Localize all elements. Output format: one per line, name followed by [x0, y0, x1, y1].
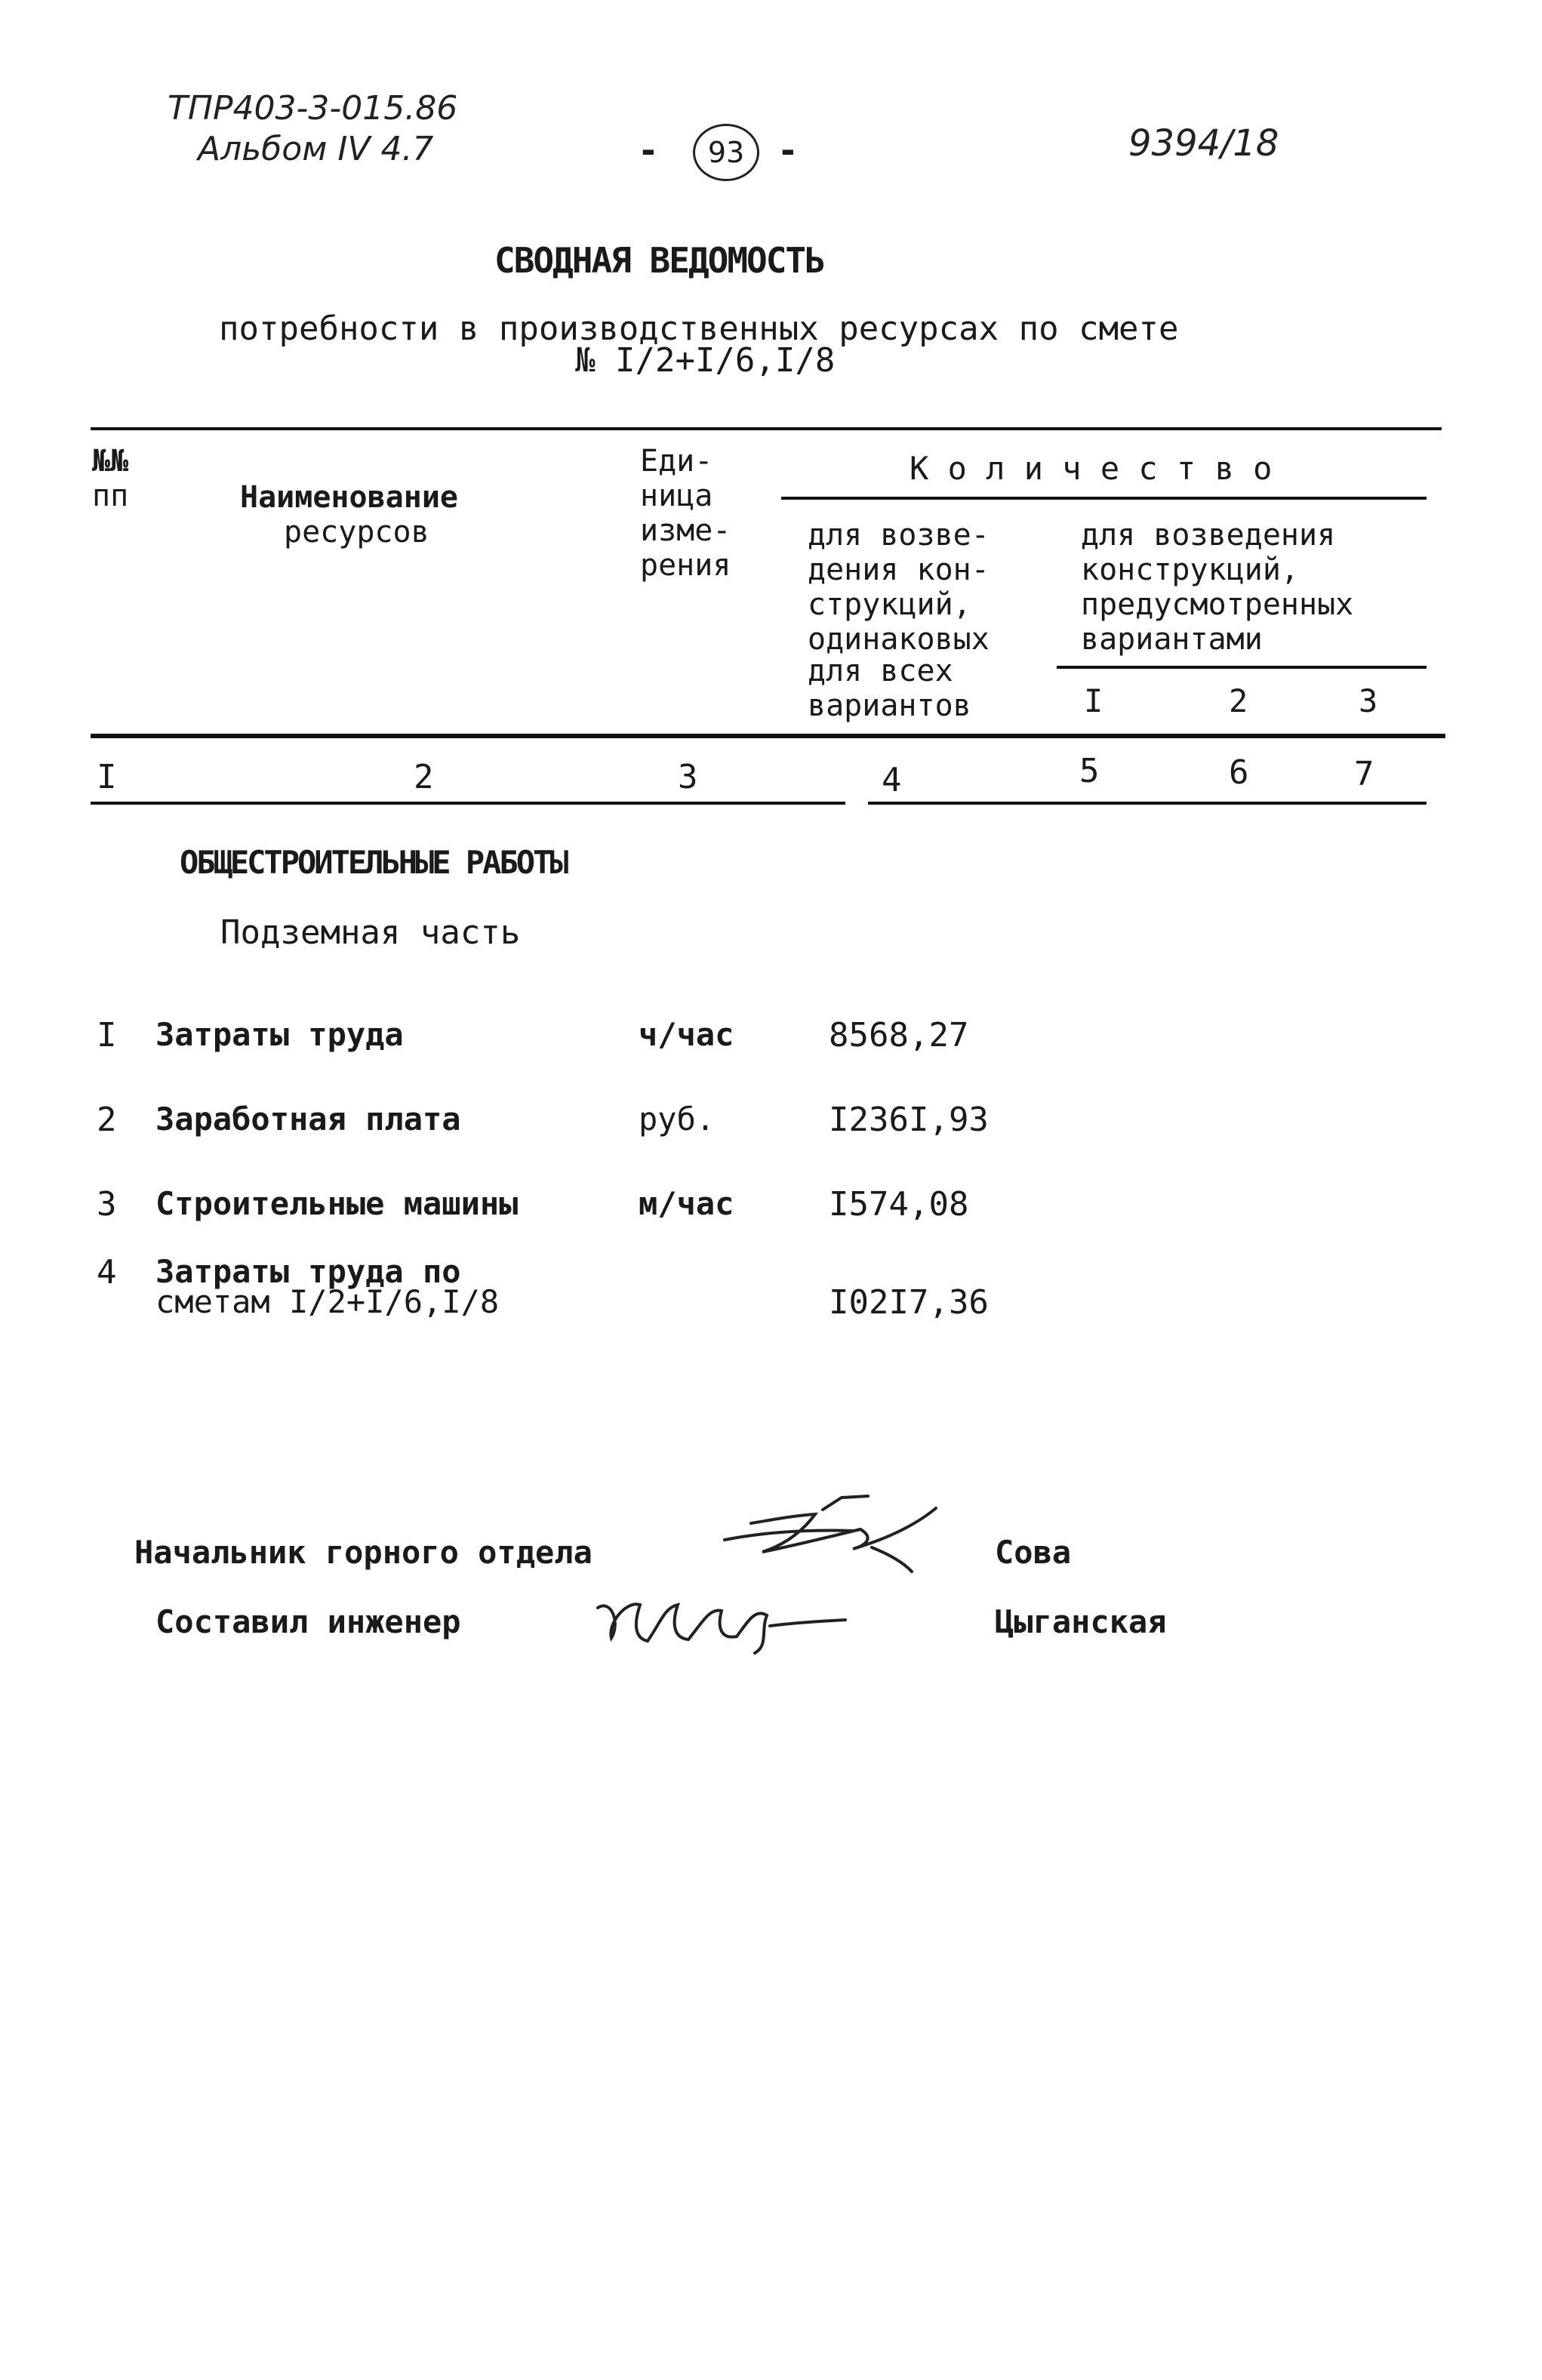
album-label: Альбом IV 4.7: [198, 130, 434, 168]
header-num-line1: №№: [92, 444, 129, 479]
header-unit-line4: рения: [640, 548, 731, 583]
row-unit: ч/час: [639, 1016, 734, 1053]
engineer-name: Цыганская: [995, 1603, 1167, 1640]
row-name: Заработная плата: [155, 1101, 461, 1138]
table-top-rule: [91, 427, 1442, 430]
document-subtitle-line1: потребности в производственных ресурсах по смете: [219, 309, 1179, 348]
head-signature: [709, 1493, 966, 1584]
row-name: Строительные машины: [155, 1185, 519, 1222]
header-name-line1: Наименование: [240, 480, 458, 515]
column-numbers-underline-right: [868, 802, 1427, 805]
row-unit: м/час: [639, 1185, 734, 1222]
header-bottom-rule: [91, 734, 1445, 738]
engineer-signature: [589, 1578, 860, 1661]
header-name-line2: ресурсов: [284, 515, 429, 550]
header-num-line2: пп: [92, 479, 129, 513]
header-common-line4: одинаковых: [808, 622, 990, 657]
header-variants-line1: для возведения: [1081, 518, 1336, 553]
archive-number: 9394/18: [1128, 122, 1279, 165]
column-numbers-underline-left: [91, 802, 845, 805]
row-num: 3: [97, 1185, 117, 1224]
row-value: I236I,93: [829, 1101, 989, 1139]
document-subtitle-line2: № I/2+I/6,I/8: [575, 341, 836, 380]
row-name-line1: Затраты труда по: [155, 1253, 461, 1290]
header-variants-line4: вариантами: [1081, 622, 1263, 657]
column-number-5: 5: [1079, 752, 1100, 790]
row-name-line2: сметам I/2+I/6,I/8: [155, 1283, 500, 1320]
header-unit-line2: ница: [640, 479, 713, 513]
header-unit-line3: изме-: [640, 513, 731, 548]
column-number-6: 6: [1229, 753, 1249, 792]
row-num: I: [97, 1016, 117, 1055]
header-common-line2: дения кон-: [808, 553, 990, 587]
column-number-4: 4: [882, 761, 902, 799]
header-common-line3: струкций,: [808, 587, 971, 622]
section-title: ОБЩЕСТРОИТЕЛЬНЫЕ РАБОТЫ: [180, 844, 567, 881]
row-num: 4: [97, 1253, 117, 1292]
column-number-1: I: [97, 758, 117, 796]
column-number-2: 2: [414, 758, 434, 796]
row-num: 2: [97, 1101, 117, 1139]
subsection-title: Подземная часть: [220, 913, 521, 952]
head-of-department-label: Начальник горного отдела: [134, 1534, 592, 1571]
page-number: 93: [693, 124, 759, 181]
head-of-department-name: Сова: [995, 1534, 1072, 1571]
document-title: СВОДНАЯ ВЕДОМОСТЬ: [494, 240, 824, 281]
row-value: I574,08: [829, 1185, 969, 1224]
header-variant-3: 3: [1359, 682, 1378, 719]
column-number-3: 3: [678, 758, 698, 796]
header-variants-line2: конструкций,: [1081, 553, 1299, 587]
header-common-line5: для всех: [808, 654, 953, 688]
column-number-7: 7: [1354, 755, 1374, 793]
header-variant-1: I: [1084, 682, 1103, 719]
row-unit: руб.: [639, 1101, 716, 1138]
row-value: 8568,27: [829, 1016, 969, 1055]
project-code: ТПР403-3-015.86: [168, 89, 458, 128]
engineer-label: Составил инженер: [155, 1603, 461, 1640]
row-name: Затраты труда: [155, 1016, 404, 1053]
page-dash-right: -: [777, 130, 799, 171]
page-dash-left: -: [638, 130, 659, 171]
variants-underline: [1057, 666, 1427, 669]
header-variants-line3: предусмотренных: [1081, 587, 1354, 622]
header-common-line1: для возве-: [808, 518, 990, 553]
quantity-underline: [781, 497, 1427, 500]
header-common-line6: вариантов: [808, 688, 971, 723]
header-variant-2: 2: [1229, 682, 1248, 719]
header-quantity: К о л и ч е с т в о: [910, 450, 1273, 487]
row-value: I02I7,36: [829, 1283, 989, 1322]
header-unit-line1: Еди-: [640, 444, 713, 479]
